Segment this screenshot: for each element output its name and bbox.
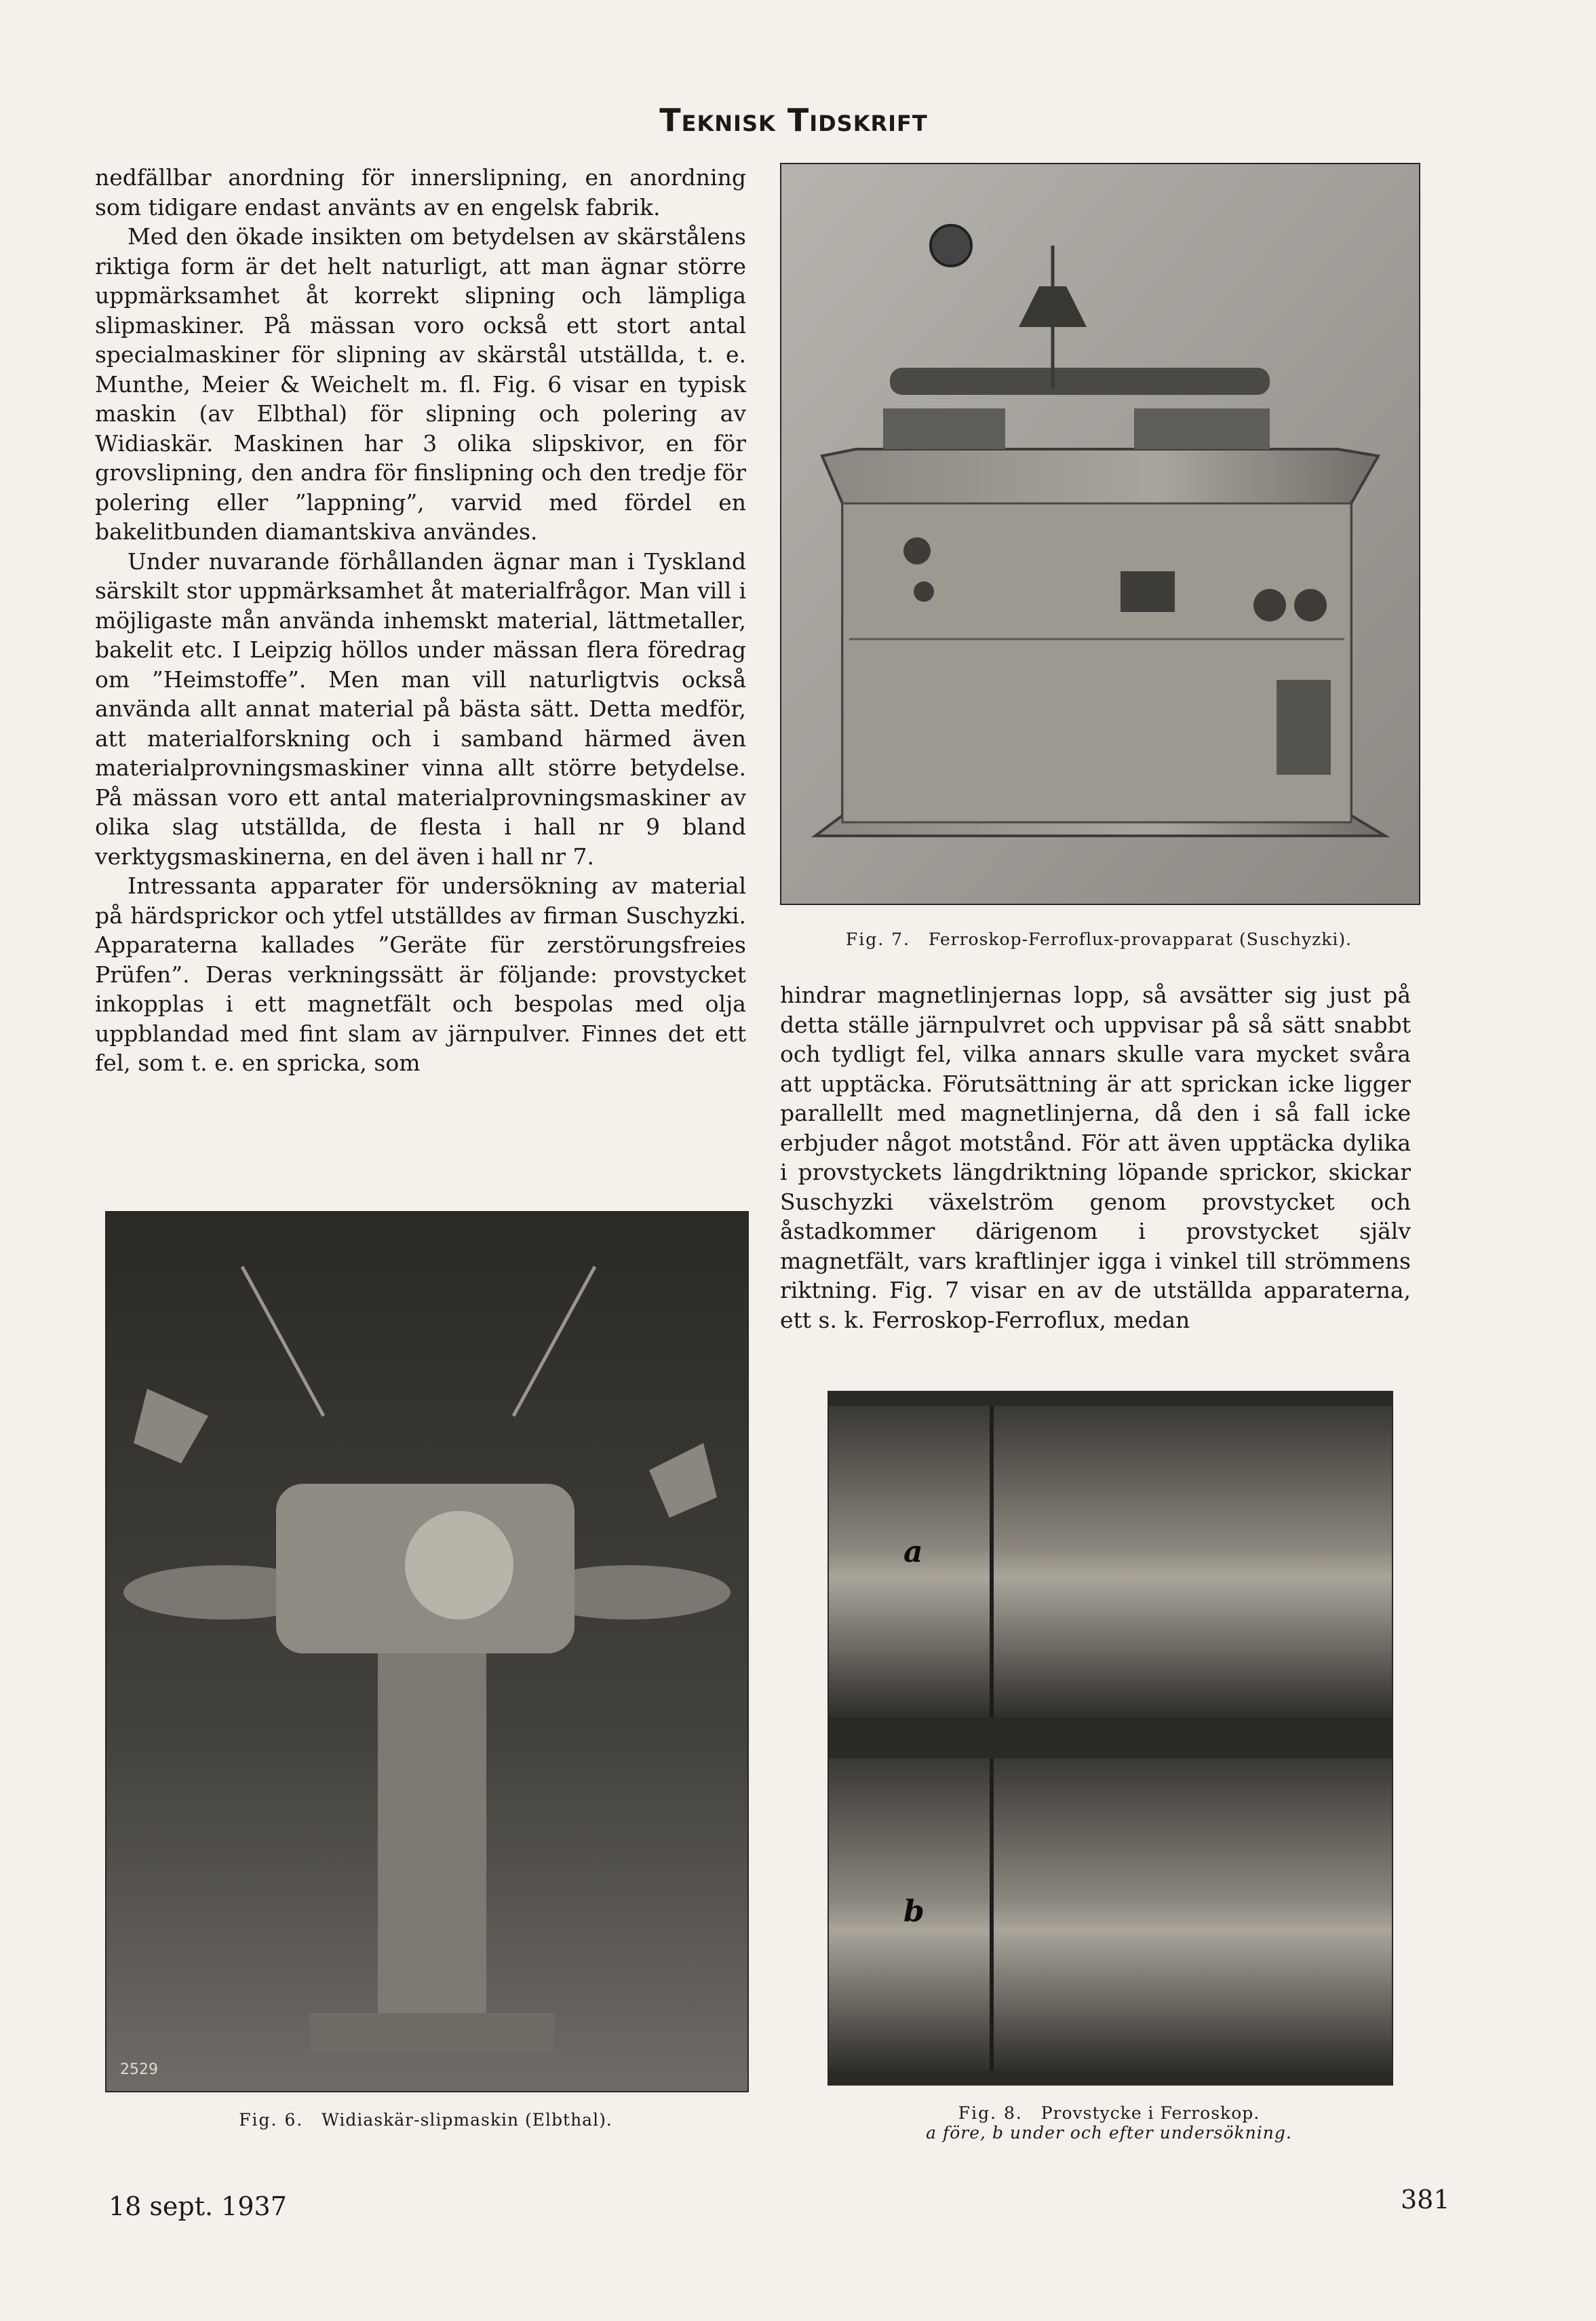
paragraph: hindrar magnetlinjernas lopp, så avsätter sig just på detta ställe järnpulvret och uppvisar på så sätt snabbt och tydligt fel, vilka annars skulle vara mycket svåra att upptäcka. Förutsättning är att sprickan icke ligger parallellt med magnetlinjerna, då den i så fall icke erbjuder något motstånd. För att även upptäcka dylika i provstyckets längdriktning löpande sprickor, skickar Suschyzki växelström genom provstycket och åstadkommer därigenom i provstycket själv magnetfält, vars kraftlinjer igga i vinkel till strömmens riktning. Fig. 7 visar en av de utställda apparaterna, ett s. k. Ferroskop-Ferroflux, medan [780, 982, 1411, 1333]
paragraph: Intressanta apparater för undersökning av material på härdsprickor och ytfel utställdes av firman Suschyzki. Apparaterna kallades ”Geräte für zerstörungsfreies Prüfen”. Deras verkningssätt är följande: provstycket inkopplas i ett magnetfält och bespolas med olja uppblandad med fint slam av järnpulver. Finnes det ett fel, som t. e. en spricka, som [95, 872, 746, 1076]
fig7-label: Fig. 7. [845, 929, 910, 949]
right-column-text [780, 980, 1411, 1335]
fig8-caption [828, 2103, 1390, 2143]
paragraph: Under nuvarande förhållanden ägnar man i Tyskland särskilt stor uppmärksamhet åt materialfrågor. Man vill i möjligaste mån använda inhemskt material, lättmetaller, bakelit etc. I Leipzig höllos under mässan flera föredrag om ”Heimstoffe”. Men man vill naturligtvis också använda allt annat material på bästa sätt. Detta medför, att materialforskning och i samband härmed även materialprovningsmaskiner vinna allt större betydelse. På mässan voro ett antal materialprovningsmaskiner av olika slag utställda, de flesta i hall nr 9 bland verktygsmaskinerna, en del även i hall nr 7. [95, 548, 746, 870]
fig8-photo [828, 1391, 1393, 2086]
fig6-caption [105, 2110, 746, 2130]
paragraph: Med den ökade insikten om betydelsen av skärstålens riktiga form är det helt naturligt, att man ägnar större uppmärksamhet åt korrekt slipning och lämpliga slipmaskiner. På mässan voro också ett stort antal specialmaskiner för slipning av skärstål utställda, t. e. Munthe, Meier & Weichelt m. fl. Fig. 6 visar en typisk maskin (av Elbthal) för slipning och polering av Widiaskär. Maskinen har 3 olika slipskivor, en för grovslipning, den andra för finslipning och den tredje för polering eller ”lappning”, varvid med fördel en bakelitbunden diamantskiva användes. [95, 223, 746, 545]
fig8-marker-a: a [903, 1535, 923, 1569]
fig7-photo [780, 163, 1420, 905]
fig6-plate-number: 2529 [120, 2061, 158, 2078]
fig8-caption-line2: a före, b under och efter undersökning. [926, 2123, 1292, 2143]
fig6-photo [105, 1211, 749, 2092]
fig6-label: Fig. 6. [239, 2110, 304, 2130]
fig7-caption-text: Ferroskop-Ferroflux-provapparat (Suschyzki). [928, 929, 1352, 949]
journal-masthead: Teknisk Tidskrift [659, 102, 928, 138]
issue-date: 18 sept. 1937 [109, 2191, 287, 2221]
fig8-marker-b: b [903, 1894, 924, 1929]
fig8-caption-text: Provstycke i Ferroskop. [1040, 2103, 1260, 2123]
fig8-label: Fig. 8. [958, 2103, 1023, 2123]
fig7-caption [780, 929, 1418, 949]
page-number: 381 [1401, 2185, 1450, 2214]
left-column-text [95, 163, 746, 1078]
paragraph: nedfällbar anordning för innerslipning, en anordning som tidigare endast använts av en engelsk fabrik. [95, 164, 746, 220]
fig6-caption-text: Widiaskär-slipmaskin (Elbthal). [322, 2110, 612, 2130]
